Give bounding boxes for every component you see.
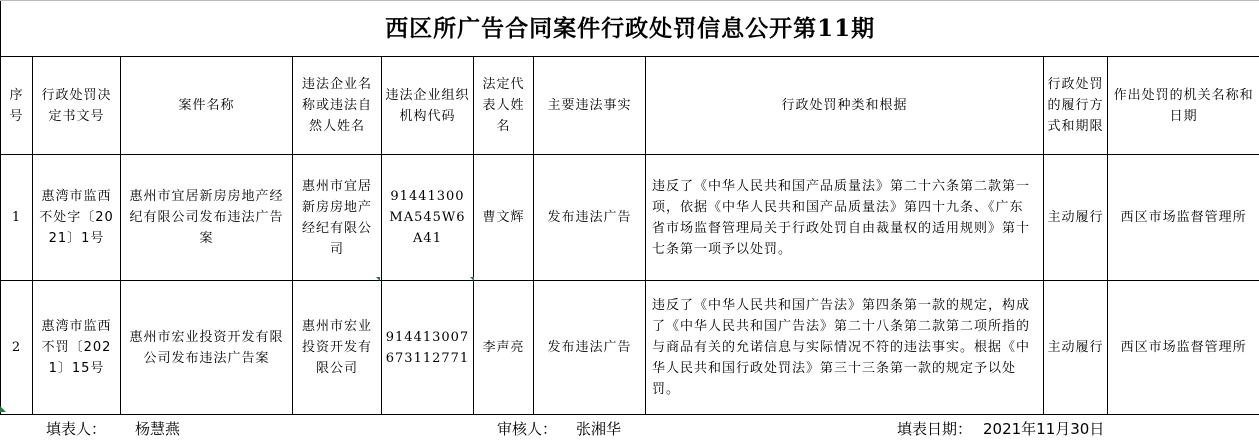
cell-decision-no[interactable]: 惠湾市监西不罚〔2021〕15号 — [33, 281, 121, 415]
cell-case-name[interactable]: 惠州市宏业投资开发有限公司发布违法广告案 — [121, 281, 293, 415]
header-org-code[interactable]: 违法企业组织机构代码 — [382, 57, 474, 155]
reviewer-name[interactable]: 张湘华 — [576, 420, 622, 438]
table-title: 西区所广告合同案件行政处罚信息公开第11期 — [1, 1, 1259, 57]
header-execution[interactable]: 行政处罚的履行方式和期限 — [1044, 57, 1108, 155]
cell-error-indicator — [376, 277, 380, 281]
cell-execution[interactable]: 主动履行 — [1044, 281, 1108, 415]
cell-penalty[interactable]: 违反了《中华人民共和国广告法》第四条第一款的规定，构成了《中华人民共和国广告法》第二十八条第二款第二项所指的与商品有关的允诺信息与实际情况不符的违法事实。根据《中华人民共和国行政处罚法》第三十三条第一款的规定予以处罚。 — [646, 281, 1044, 415]
cell-party-name[interactable]: 惠州市宏业投资开发有限公司 — [293, 281, 382, 415]
header-legal-rep[interactable]: 法定代表人姓名 — [474, 57, 534, 155]
header-case-name[interactable]: 案件名称 — [121, 57, 293, 155]
cell-authority[interactable]: 西区市场监督管理所 — [1108, 281, 1259, 415]
cell-legal-rep[interactable]: 曹文辉 — [474, 155, 534, 281]
cell-comment-marker — [0, 406, 6, 412]
header-authority[interactable]: 作出处罚的机关名称和日期 — [1108, 57, 1259, 155]
date-value[interactable]: 2021年11月30日 — [983, 420, 1105, 438]
cell-execution[interactable]: 主动履行 — [1044, 155, 1108, 281]
cell-org-code[interactable]: 914413007673112771 — [382, 281, 474, 415]
cell-decision-no[interactable]: 惠湾市监西不处字〔2021〕1号 — [33, 155, 121, 281]
cell-main-facts[interactable]: 发布违法广告 — [534, 155, 646, 281]
cell-seq[interactable]: 1 — [1, 155, 33, 281]
title-row — [1, 1, 1259, 57]
filler-name[interactable]: 杨慧燕 — [135, 420, 181, 438]
header-main-facts[interactable]: 主要违法事实 — [534, 57, 646, 155]
table-footer — [0, 414, 1259, 442]
table-row — [1, 155, 1259, 281]
header-party-name[interactable]: 违法企业名称或违法自然人姓名 — [293, 57, 382, 155]
cell-legal-rep[interactable]: 李声亮 — [474, 281, 534, 415]
cell-seq[interactable]: 2 — [1, 281, 33, 415]
cell-party-name[interactable]: 惠州市宜居新房房地产经纪有限公司 — [293, 155, 382, 281]
cell-case-name[interactable]: 惠州市宜居新房房地产经纪有限公司发布违法广告案 — [121, 155, 293, 281]
reviewer-label: 审核人： — [497, 420, 558, 438]
date-label: 填表日期： — [897, 420, 973, 438]
cell-error-indicator — [470, 277, 474, 281]
header-penalty[interactable]: 行政处罚种类和根据 — [646, 57, 1044, 155]
cell-penalty[interactable]: 违反了《中华人民共和国产品质量法》第二十六条第二款第一项，依据《中华人民共和国产品质量法》第四十九条、《广东省市场监督管理局关于行政处罚自由裁量权的适用规则》第十七条第一项予以处罚。 — [646, 155, 1044, 281]
header-seq[interactable]: 序号 — [1, 57, 33, 155]
cell-main-facts[interactable]: 发布违法广告 — [534, 281, 646, 415]
header-row — [1, 57, 1259, 155]
table-row — [1, 281, 1259, 415]
filler-label: 填表人： — [46, 420, 107, 438]
cell-authority[interactable]: 西区市场监督管理所 — [1108, 155, 1259, 281]
header-decision-no[interactable]: 行政处罚决定书文号 — [33, 57, 121, 155]
cell-org-code[interactable]: 91441300MA545W6A41 — [382, 155, 474, 281]
